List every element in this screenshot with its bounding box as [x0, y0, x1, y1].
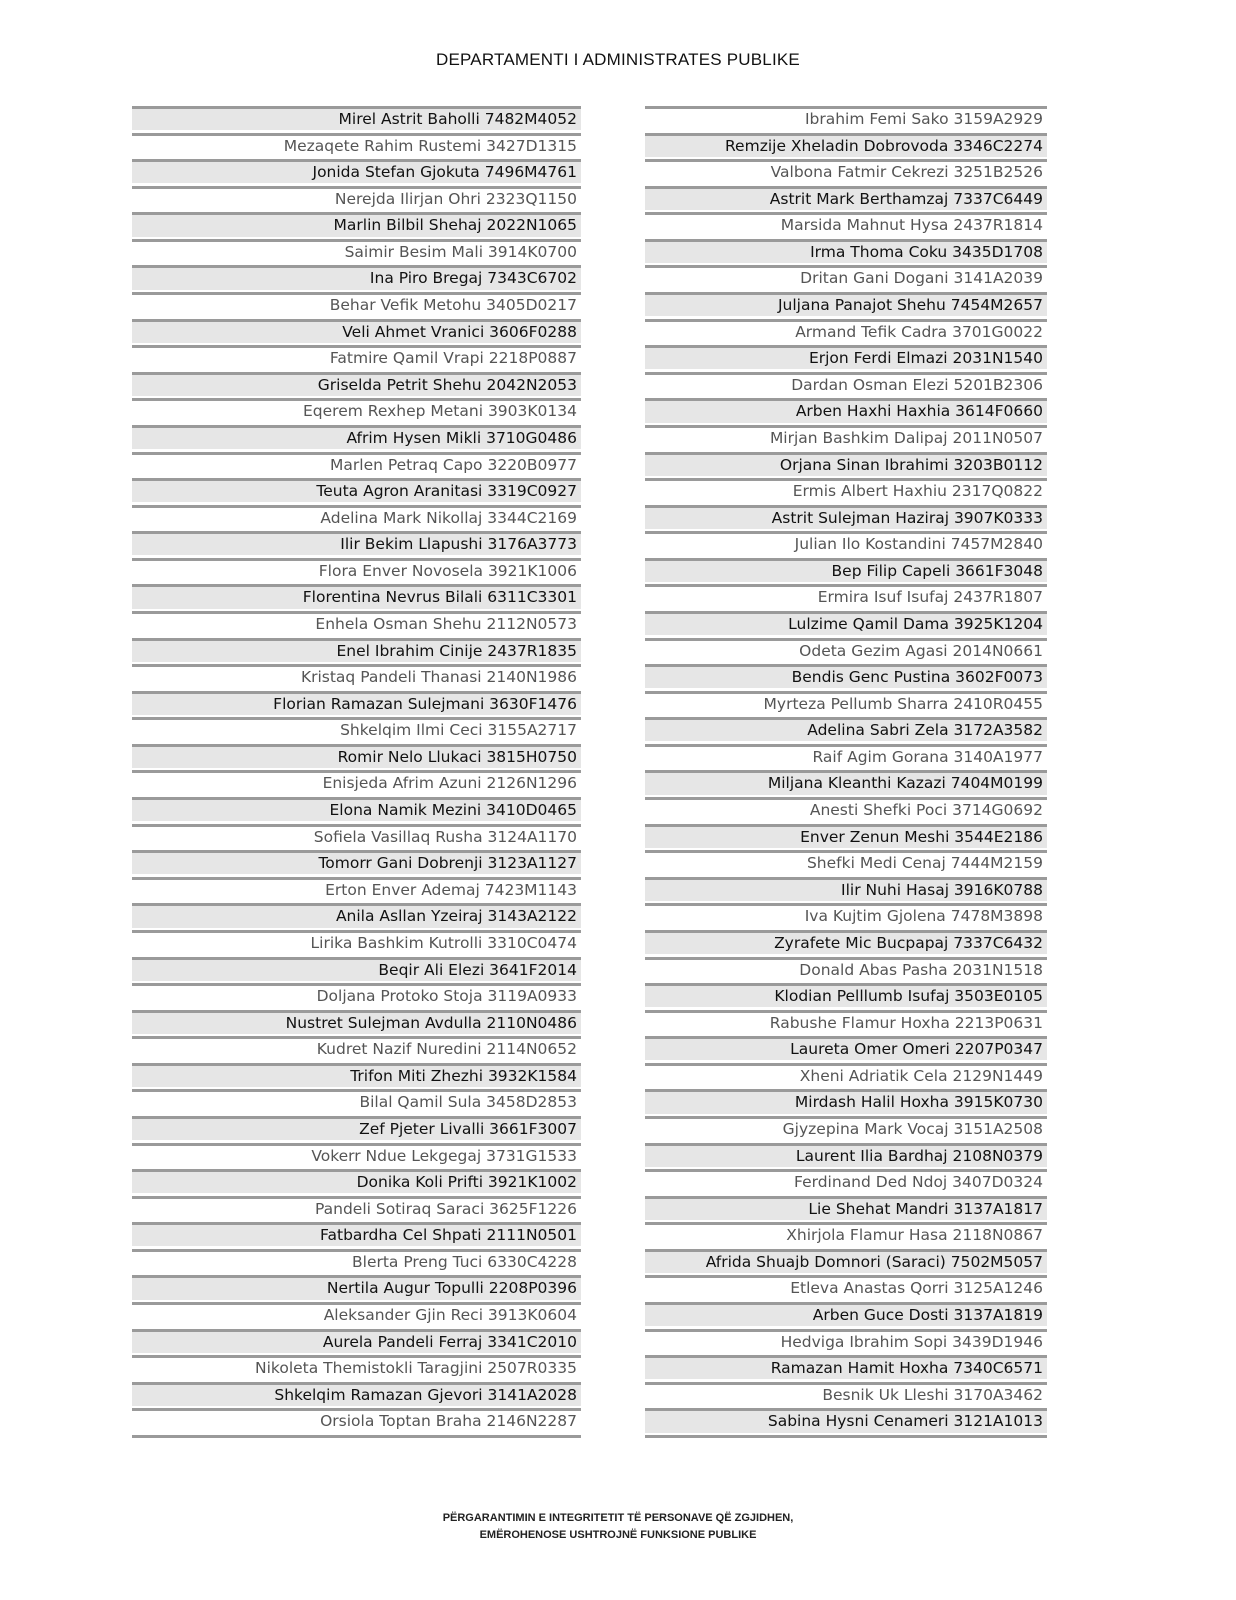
list-item: Bep Filip Capeli 3661F3048: [645, 558, 1047, 582]
list-item: Bendis Genc Pustina 3602F0073: [645, 664, 1047, 688]
list-item: Etleva Anastas Qorri 3125A1246: [645, 1275, 1047, 1299]
list-item: Florian Ramazan Sulejmani 3630F1476: [132, 691, 581, 715]
list-item: Mirel Astrit Baholli 7482M4052: [132, 106, 581, 130]
list-item: Erton Enver Ademaj 7423M1143: [132, 877, 581, 901]
list-item: Anila Asllan Yzeiraj 3143A2122: [132, 903, 581, 927]
list-item: Ibrahim Femi Sako 3159A2929: [645, 106, 1047, 130]
footer-line-1: PËRGARANTIMIN E INTEGRITETIT TË PERSONAVE QË ZGJIDHEN,: [442, 1512, 794, 1524]
list-item: Vokerr Ndue Lekgegaj 3731G1533: [132, 1143, 581, 1167]
list-item: Marlen Petraq Capo 3220B0977: [132, 452, 581, 476]
list-item: Valbona Fatmir Cekrezi 3251B2526: [645, 159, 1047, 183]
list-item: Laureta Omer Omeri 2207P0347: [645, 1036, 1047, 1060]
list-item: Eqerem Rexhep Metani 3903K0134: [132, 398, 581, 422]
list-item: Besnik Uk Lleshi 3170A3462: [645, 1382, 1047, 1406]
list-item: Orsiola Toptan Braha 2146N2287: [132, 1408, 581, 1432]
list-item: Myrteza Pellumb Sharra 2410R0455: [645, 691, 1047, 715]
list-item: Teuta Agron Aranitasi 3319C0927: [132, 478, 581, 502]
list-item: Griselda Petrit Shehu 2042N2053: [132, 372, 581, 396]
list-item: Enver Zenun Meshi 3544E2186: [645, 824, 1047, 848]
list-item: Miljana Kleanthi Kazazi 7404M0199: [645, 770, 1047, 794]
list-item: Enisjeda Afrim Azuni 2126N1296: [132, 770, 581, 794]
list-item: Iva Kujtim Gjolena 7478M3898: [645, 903, 1047, 927]
list-item: Zef Pjeter Livalli 3661F3007: [132, 1116, 581, 1140]
list-item: Orjana Sinan Ibrahimi 3203B0112: [645, 452, 1047, 476]
list-item: Erjon Ferdi Elmazi 2031N1540: [645, 345, 1047, 369]
list-item: Ramazan Hamit Hoxha 7340C6571: [645, 1355, 1047, 1379]
list-item: Afrida Shuajb Domnori (Saraci) 7502M5057: [645, 1249, 1047, 1273]
list-item: Ilir Bekim Llapushi 3176A3773: [132, 531, 581, 555]
list-item: Odeta Gezim Agasi 2014N0661: [645, 638, 1047, 662]
list-item: Aleksander Gjin Reci 3913K0604: [132, 1302, 581, 1326]
list-item: Flora Enver Novosela 3921K1006: [132, 558, 581, 582]
list-item: Xhirjola Flamur Hasa 2118N0867: [645, 1222, 1047, 1246]
list-item: Raif Agim Gorana 3140A1977: [645, 744, 1047, 768]
list-item: Julian Ilo Kostandini 7457M2840: [645, 531, 1047, 555]
list-item: Armand Tefik Cadra 3701G0022: [645, 319, 1047, 343]
list-item: Saimir Besim Mali 3914K0700: [132, 239, 581, 263]
list-item: Marsida Mahnut Hysa 2437R1814: [645, 212, 1047, 236]
list-item: Elona Namik Mezini 3410D0465: [132, 797, 581, 821]
list-item: Nustret Sulejman Avdulla 2110N0486: [132, 1010, 581, 1034]
list-item: Adelina Mark Nikollaj 3344C2169: [132, 505, 581, 529]
list-item: Pandeli Sotiraq Saraci 3625F1226: [132, 1196, 581, 1220]
list-item: Fatbardha Cel Shpati 2111N0501: [132, 1222, 581, 1246]
list-item: Ermis Albert Haxhiu 2317Q0822: [645, 478, 1047, 502]
list-item: Trifon Miti Zhezhi 3932K1584: [132, 1063, 581, 1087]
list-item: Dritan Gani Dogani 3141A2039: [645, 265, 1047, 289]
list-item: Klodian Pelllumb Isufaj 3503E0105: [645, 983, 1047, 1007]
list-item: Kristaq Pandeli Thanasi 2140N1986: [132, 664, 581, 688]
list-item: Ermira Isuf Isufaj 2437R1807: [645, 584, 1047, 608]
list-item: Jonida Stefan Gjokuta 7496M4761: [132, 159, 581, 183]
list-item: Enhela Osman Shehu 2112N0573: [132, 611, 581, 635]
list-item: Remzije Xheladin Dobrovoda 3346C2274: [645, 133, 1047, 157]
list-item: Arben Haxhi Haxhia 3614F0660: [645, 398, 1047, 422]
list-item: Dardan Osman Elezi 5201B2306: [645, 372, 1047, 396]
list-item: Sabina Hysni Cenameri 3121A1013: [645, 1408, 1047, 1432]
list-item: Xheni Adriatik Cela 2129N1449: [645, 1063, 1047, 1087]
page-title: DEPARTAMENTI I ADMINISTRATES PUBLIKE: [436, 50, 800, 69]
list-item: Astrit Mark Berthamzaj 7337C6449: [645, 186, 1047, 210]
list-item: Fatmire Qamil Vrapi 2218P0887: [132, 345, 581, 369]
list-item: Aurela Pandeli Ferraj 3341C2010: [132, 1329, 581, 1353]
list-item: Lie Shehat Mandri 3137A1817: [645, 1196, 1047, 1220]
right-name-list: [645, 106, 1047, 1438]
list-item: Ina Piro Bregaj 7343C6702: [132, 265, 581, 289]
list-item: Bilal Qamil Sula 3458D2853: [132, 1089, 581, 1113]
list-item: Mezaqete Rahim Rustemi 3427D1315: [132, 133, 581, 157]
footer-line-2: EMËROHENOSE USHTROJNË FUNKSIONE PUBLIKE: [479, 1529, 757, 1541]
list-item: Hedviga Ibrahim Sopi 3439D1946: [645, 1329, 1047, 1353]
list-end-divider: [645, 1435, 1047, 1438]
list-item: Shkelqim Ramazan Gjevori 3141A2028: [132, 1382, 581, 1406]
list-item: Shkelqim Ilmi Ceci 3155A2717: [132, 717, 581, 741]
list-item: Donika Koli Prifti 3921K1002: [132, 1169, 581, 1193]
list-item: Nikoleta Themistokli Taragjini 2507R0335: [132, 1355, 581, 1379]
list-item: Rabushe Flamur Hoxha 2213P0631: [645, 1010, 1047, 1034]
list-item: Blerta Preng Tuci 6330C4228: [132, 1249, 581, 1273]
list-item: Laurent Ilia Bardhaj 2108N0379: [645, 1143, 1047, 1167]
list-item: Mirjan Bashkim Dalipaj 2011N0507: [645, 425, 1047, 449]
list-item: Nerejda Ilirjan Ohri 2323Q1150: [132, 186, 581, 210]
list-item: Florentina Nevrus Bilali 6311C3301: [132, 584, 581, 608]
list-item: Marlin Bilbil Shehaj 2022N1065: [132, 212, 581, 236]
list-item: Gjyzepina Mark Vocaj 3151A2508: [645, 1116, 1047, 1140]
list-item: Mirdash Halil Hoxha 3915K0730: [645, 1089, 1047, 1113]
list-item: Astrit Sulejman Haziraj 3907K0333: [645, 505, 1047, 529]
list-item: Lulzime Qamil Dama 3925K1204: [645, 611, 1047, 635]
list-item: Afrim Hysen Mikli 3710G0486: [132, 425, 581, 449]
list-item: Zyrafete Mic Bucpapaj 7337C6432: [645, 930, 1047, 954]
list-item: Sofiela Vasillaq Rusha 3124A1170: [132, 824, 581, 848]
footer: [0, 1510, 1236, 1544]
list-item: Ilir Nuhi Hasaj 3916K0788: [645, 877, 1047, 901]
list-item: Lirika Bashkim Kutrolli 3310C0474: [132, 930, 581, 954]
list-item: Anesti Shefki Poci 3714G0692: [645, 797, 1047, 821]
list-item: Behar Vefik Metohu 3405D0217: [132, 292, 581, 316]
list-item: Juljana Panajot Shehu 7454M2657: [645, 292, 1047, 316]
list-item: Enel Ibrahim Cinije 2437R1835: [132, 638, 581, 662]
list-item: Adelina Sabri Zela 3172A3582: [645, 717, 1047, 741]
list-item: Ferdinand Ded Ndoj 3407D0324: [645, 1169, 1047, 1193]
list-end-divider: [132, 1435, 581, 1438]
list-item: Nertila Augur Topulli 2208P0396: [132, 1275, 581, 1299]
list-item: Romir Nelo Llukaci 3815H0750: [132, 744, 581, 768]
left-name-list: [132, 106, 581, 1438]
list-item: Arben Guce Dosti 3137A1819: [645, 1302, 1047, 1326]
list-item: Irma Thoma Coku 3435D1708: [645, 239, 1047, 263]
list-item: Veli Ahmet Vranici 3606F0288: [132, 319, 581, 343]
list-item: Donald Abas Pasha 2031N1518: [645, 957, 1047, 981]
list-item: Doljana Protoko Stoja 3119A0933: [132, 983, 581, 1007]
list-item: Kudret Nazif Nuredini 2114N0652: [132, 1036, 581, 1060]
list-item: Shefki Medi Cenaj 7444M2159: [645, 850, 1047, 874]
list-item: Beqir Ali Elezi 3641F2014: [132, 957, 581, 981]
list-item: Tomorr Gani Dobrenji 3123A1127: [132, 850, 581, 874]
